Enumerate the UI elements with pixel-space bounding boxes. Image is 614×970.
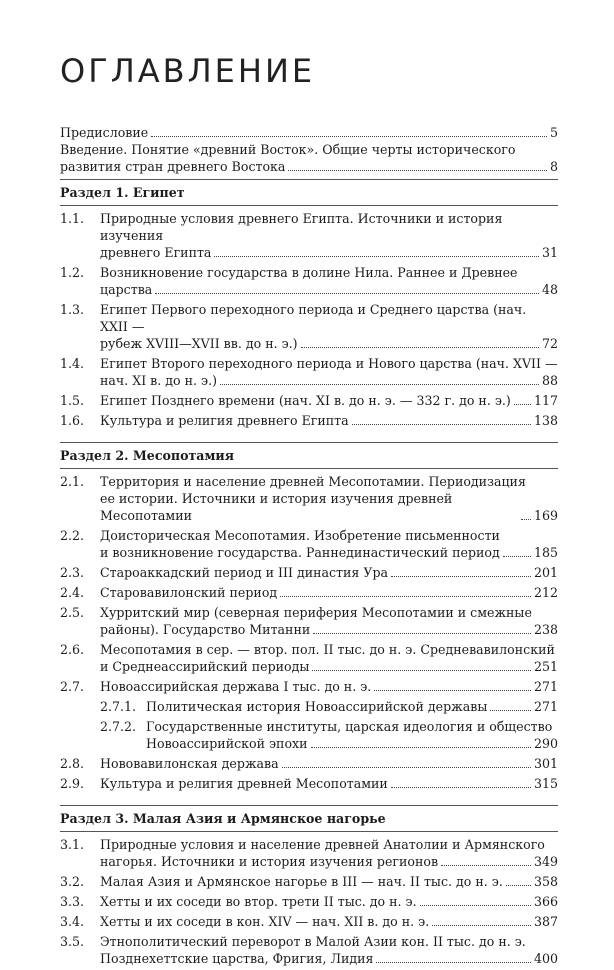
toc-entry-title-line1: Этнополитический переворот в Малой Азии кон. II тыс. до н. э. [100, 934, 526, 949]
toc-entry-row [100, 873, 558, 890]
toc-entry-body [100, 210, 558, 261]
toc-entry-title: Нововавилонская держава [100, 756, 279, 771]
section-rule [60, 442, 558, 443]
dot-leader [312, 670, 531, 671]
toc-entry-body [100, 933, 558, 967]
toc-entry[interactable] [60, 836, 558, 870]
toc-entry-body [100, 893, 558, 910]
toc-entry-row [100, 621, 558, 638]
dot-leader [521, 519, 531, 520]
dot-leader [506, 885, 531, 886]
toc-entry[interactable] [100, 718, 558, 752]
toc-entry-number: 1.6. [60, 413, 85, 428]
toc-entry-title-line2: ее истории. Источники и история изучения древней Месопотамии [100, 491, 453, 523]
dot-leader [288, 170, 547, 171]
toc-entry[interactable] [60, 301, 558, 352]
toc-entry[interactable] [60, 678, 558, 695]
toc-page-number: 48 [541, 282, 558, 297]
toc-entry-title-line2: рубеж XVIII—XVII вв. до н. э.) [100, 336, 298, 351]
toc-entry-body [100, 775, 558, 792]
toc-entry-number: 1.5. [60, 393, 85, 408]
toc-page-number: 138 [533, 413, 558, 428]
dot-leader [391, 787, 531, 788]
toc-entry-body [100, 355, 558, 389]
toc-entry-number: 2.1. [60, 474, 85, 489]
dot-leader [441, 865, 531, 866]
toc-entry[interactable] [60, 264, 558, 298]
toc-entry-row [100, 281, 558, 298]
toc-entry-body [100, 301, 558, 352]
toc-entry-body [100, 412, 558, 429]
toc-entry[interactable] [60, 564, 558, 581]
toc-entry-title-line1: Хурритский мир (северная периферия Месопотамии и смежные [100, 605, 532, 620]
toc-page-number: 315 [533, 776, 558, 791]
toc-entry-row [100, 372, 558, 389]
toc-page-number: 8 [549, 159, 558, 174]
toc-entry-title-line1: Египет Первого переходного периода и Среднего царства (нач. XXII — [100, 302, 527, 334]
toc-entry-title-line1: Государственные институты, царская идеология и общество [146, 719, 553, 734]
toc-entry-body [100, 584, 558, 601]
toc-entry[interactable] [60, 873, 558, 890]
toc-entry-title-line2: и возникновение государства. Раннединастический период [100, 545, 500, 560]
toc-entry-body [100, 392, 558, 409]
toc-entry-number: 2.2. [60, 528, 85, 543]
section-heading: Раздел 2. Месопотамия [60, 448, 235, 463]
toc-entry-title: Малая Азия и Армянское нагорье в III — нач. II тыс. до н. э. [100, 874, 503, 889]
toc-entry[interactable] [60, 412, 558, 429]
dot-leader [151, 136, 547, 137]
toc-entry-body [100, 913, 558, 930]
toc-entry-row [100, 893, 558, 910]
toc-page-number: 72 [541, 336, 558, 351]
toc-entry-body [100, 264, 558, 298]
toc-page-number: 301 [533, 756, 558, 771]
toc-entry-title-line2: развития стран древнего Востока [60, 159, 286, 174]
toc-page-number: 366 [533, 894, 558, 909]
toc-entry-body [100, 836, 558, 870]
toc-page-number: 290 [533, 736, 558, 751]
toc-entry-number: 3.2. [60, 874, 85, 889]
toc-page-number: 358 [533, 874, 558, 889]
toc-entry-body [100, 641, 558, 675]
toc-entry-number: 2.5. [60, 605, 85, 620]
toc-entry[interactable] [60, 355, 558, 389]
toc-entry-row [100, 775, 558, 792]
toc-entry[interactable] [60, 755, 558, 772]
dot-leader [280, 596, 531, 597]
toc-entry[interactable] [60, 933, 558, 967]
toc-entry-number: 3.3. [60, 894, 85, 909]
toc-entry-number: 2.7.1. [100, 699, 137, 714]
section-heading: Раздел 1. Египет [60, 185, 185, 200]
toc-entry-title-line2: Новоассирийской эпохи [146, 736, 308, 751]
dot-leader [432, 925, 531, 926]
toc-entry[interactable] [60, 893, 558, 910]
toc-entry-number: 2.6. [60, 642, 85, 657]
dot-leader [301, 347, 539, 348]
toc-entry-row [100, 335, 558, 352]
toc-entry-title: Культура и религия древней Месопотамии [100, 776, 388, 791]
toc-page-number: 31 [541, 245, 558, 260]
dot-leader [503, 556, 531, 557]
toc-entry-title: Староаккадский период и III династия Ура [100, 565, 389, 580]
toc-entry-number: 3.4. [60, 914, 85, 929]
toc-entry-body [100, 604, 558, 638]
toc-entry-title: Новоассирийская держава I тыс. до н. э. [100, 679, 372, 694]
toc-entry-title-line1: Введение. Понятие «древний Восток». Общие черты исторического [60, 142, 516, 157]
toc-entry-body [100, 755, 558, 772]
toc-entry-row [100, 755, 558, 772]
toc-entry-title-line1: Египет Второго переходного периода и Нового царства (нач. XVII — [100, 356, 558, 371]
toc-entry-number: 1.2. [60, 265, 85, 280]
dot-leader [214, 256, 539, 257]
toc-entry-title-line1: Природные условия и население древней Анатолии и Армянского [100, 837, 545, 852]
toc-entry-body [146, 718, 558, 752]
toc-entry-title-line2: нагорья. Источники и история изучения регионов [100, 854, 439, 869]
toc-entry-number: 2.4. [60, 585, 85, 600]
toc-entry-body [100, 873, 558, 890]
table-of-contents [60, 124, 558, 970]
toc-page-number: 185 [533, 545, 558, 560]
toc-entry-row [100, 678, 558, 695]
toc-entry-title-line2: нач. XI в. до н. э.) [100, 373, 217, 388]
dot-leader [311, 747, 531, 748]
toc-entry-title: Политическая история Новоассирийской державы [146, 699, 488, 714]
toc-entry-row [100, 950, 558, 967]
toc-entry-title-line1: Территория и население древней Месопотамии. Периодизация [100, 474, 526, 489]
toc-entry-body [100, 678, 558, 695]
toc-page-number: 271 [533, 699, 558, 714]
dot-leader [352, 424, 531, 425]
page-title: ОГЛАВЛЕНИЕ [60, 52, 316, 90]
toc-entry[interactable] [60, 641, 558, 675]
section-rule [60, 805, 558, 806]
toc-entry[interactable] [60, 210, 558, 261]
toc-entry-title-line1: Возникновение государства в долине Нила. Раннее и Древнее [100, 265, 518, 280]
toc-entry[interactable] [100, 698, 558, 715]
toc-page-number: 5 [549, 125, 558, 140]
toc-entry-title-line2: древнего Египта [100, 245, 212, 260]
toc-entry[interactable] [60, 527, 558, 561]
section-heading: Раздел 3. Малая Азия и Армянское нагорье [60, 811, 386, 826]
toc-page-number: 349 [533, 854, 558, 869]
toc-entry-row [100, 490, 558, 524]
toc-entry-row [146, 698, 558, 715]
toc-entry-title: Хетты и их соседи в кон. XIV — нач. XII в. до н. э. [100, 914, 430, 929]
toc-entry[interactable] [60, 604, 558, 638]
section-rule [60, 468, 558, 469]
toc-entry-title: Старовавилонский период [100, 585, 278, 600]
toc-entry-number: 2.8. [60, 756, 85, 771]
section-rule [60, 831, 558, 832]
toc-entry-number: 1.3. [60, 302, 85, 317]
toc-entry-number: 1.1. [60, 211, 85, 226]
dot-leader [313, 633, 531, 634]
toc-entry-row [100, 244, 558, 261]
toc-entry-title: Египет Позднего времени (нач. XI в. до н. э. — 332 г. до н. э.) [100, 393, 511, 408]
toc-entry-row [100, 658, 558, 675]
toc-entry-title-line2: царства [100, 282, 153, 297]
toc-page-number: 212 [533, 585, 558, 600]
dot-leader [490, 710, 531, 711]
toc-entry-row [100, 913, 558, 930]
toc-entry-body [100, 527, 558, 561]
toc-entry[interactable] [60, 913, 558, 930]
toc-entry-row [100, 584, 558, 601]
dot-leader [282, 767, 531, 768]
toc-entry-title-line1: Природные условия древнего Египта. Источники и история изучения [100, 211, 503, 243]
toc-entry-row [100, 564, 558, 581]
toc-entry-number: 2.7. [60, 679, 85, 694]
section-rule [60, 179, 558, 180]
toc-entry-preface[interactable] [60, 124, 558, 141]
section-rule [60, 205, 558, 206]
toc-page-number: 88 [541, 373, 558, 388]
toc-entry-title-line1: Доисторическая Месопотамия. Изобретение письменности [100, 528, 500, 543]
toc-page-number: 169 [533, 508, 558, 523]
section-gap [60, 795, 558, 801]
toc-entry-row [146, 735, 558, 752]
dot-leader [376, 962, 531, 963]
dot-leader [420, 905, 531, 906]
toc-entry-number: 2.7.2. [100, 719, 137, 734]
toc-entry-number: 3.1. [60, 837, 85, 852]
toc-entry[interactable] [60, 392, 558, 409]
toc-page-number: 201 [533, 565, 558, 580]
toc-entry-number: 2.3. [60, 565, 85, 580]
toc-entry-title-line2: районы). Государство Митанни [100, 622, 311, 637]
toc-entry-introduction[interactable] [60, 141, 558, 175]
toc-entry[interactable] [60, 775, 558, 792]
toc-page-number: 238 [533, 622, 558, 637]
toc-entry-title-line2: и Среднеассирийский периоды [100, 659, 310, 674]
toc-entry-title: Культура и религия древнего Египта [100, 413, 349, 428]
toc-sections [60, 179, 558, 967]
toc-page-number: 117 [533, 393, 558, 408]
dot-leader [155, 293, 539, 294]
toc-entry-row [100, 853, 558, 870]
toc-page-number: 387 [533, 914, 558, 929]
toc-entry-title: Хетты и их соседи во втор. трети II тыс. до н. э. [100, 894, 417, 909]
section-gap [60, 432, 558, 438]
toc-entry[interactable] [60, 584, 558, 601]
toc-entry-number: 1.4. [60, 356, 85, 371]
toc-entry-title: Предисловие [60, 125, 149, 140]
toc-entry-row [100, 392, 558, 409]
toc-entry-body [100, 473, 558, 524]
toc-entry-number: 3.5. [60, 934, 85, 949]
toc-entry-number: 2.9. [60, 776, 85, 791]
toc-entry-title-line1: Месопотамия в сер. — втор. пол. II тыс. до н. э. Средневавилонский [100, 642, 555, 657]
toc-page-number: 400 [533, 951, 558, 966]
toc-entry-title-line2: Позднехеттские царства, Фригия, Лидия [100, 951, 374, 966]
toc-entry-body [100, 564, 558, 581]
toc-page-number: 251 [533, 659, 558, 674]
toc-entry[interactable] [60, 473, 558, 524]
toc-entry-row [100, 412, 558, 429]
toc-entry-body [146, 698, 558, 715]
dot-leader [391, 576, 531, 577]
toc-page-number: 271 [533, 679, 558, 694]
dot-leader [220, 384, 539, 385]
dot-leader [374, 690, 531, 691]
toc-entry-row [100, 544, 558, 561]
dot-leader [514, 404, 531, 405]
